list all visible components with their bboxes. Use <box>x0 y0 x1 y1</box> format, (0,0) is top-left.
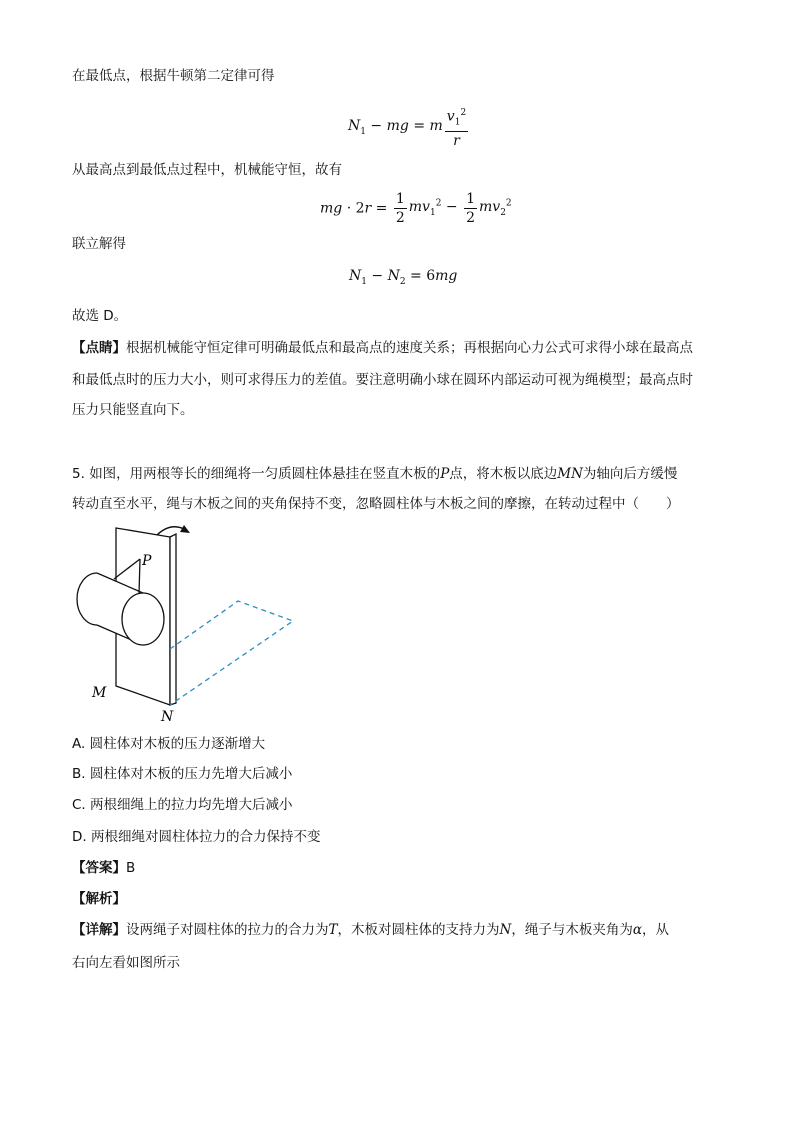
question-line-2: 转动直至水平，绳与木板之间的夹角保持不变，忽略圆柱体与木板之间的摩擦，在转动过程中（ ） <box>72 496 680 512</box>
dianjing-line-1: 【点睛】根据机械能守恒定律可明确最低点和最高点的速度关系；再根据向心力公式可求得小球在最高点 <box>72 340 693 356</box>
analysis-line <box>72 889 126 909</box>
option-d: D. 两根细绳对圆柱体拉力的合力保持不变 <box>72 829 321 845</box>
option-c: C. 两根细绳上的拉力均先增大后减小 <box>72 797 293 813</box>
detail-tag: 【详解】 <box>72 922 126 938</box>
option-b: B. 圆柱体对木板的压力先增大后减小 <box>72 766 293 782</box>
answer-line <box>72 858 135 878</box>
formula-result: $N_1 - N_2 = 6mg$ <box>349 268 458 287</box>
analysis-tag: 【解析】 <box>72 891 126 907</box>
detail-line-1: 【详解】设两绳子对圆柱体的拉力的合力为T，木板对圆柱体的支持力为N，绳子与木板夹角为α，从 <box>72 922 669 938</box>
label-p: P <box>142 553 152 569</box>
label-m: M <box>92 685 107 701</box>
cylinder-back <box>77 573 97 625</box>
dianjing-tag: 【点睛】 <box>72 340 126 356</box>
question-number: 5. <box>72 466 85 482</box>
text-choose-d: 故选 D。 <box>72 308 128 324</box>
label-n: N <box>161 709 174 725</box>
option-a: A. 圆柱体对木板的压力逐渐增大 <box>72 736 266 752</box>
dianjing-line-2: 和最低点时的压力大小，则可求得压力的差值。要注意明确小球在圆环内部运动可视为绳模型；最高点时 <box>72 372 693 388</box>
text-combine-solve: 联立解得 <box>72 236 126 252</box>
text-lowest-point: 在最低点，根据牛顿第二定律可得 <box>72 68 275 84</box>
board-side <box>170 534 176 705</box>
text-energy-conservation: 从最高点到最低点过程中，机械能守恒，故有 <box>72 162 342 178</box>
dashed-plane <box>170 601 293 705</box>
question-figure <box>60 515 310 730</box>
answer-value: B <box>126 860 136 876</box>
formula-newton-second-law: $N_1$ − mg = m $\frac{v_1^2}{r}$ <box>348 104 470 150</box>
rotation-arrow-head <box>180 525 190 533</box>
answer-tag: 【答案】 <box>72 860 126 876</box>
formula-energy-conservation: mg · 2r = $\frac{1}{2}$ $mv_1^2$ − $\frac{1}{2}$ $mv_2^2$ <box>320 191 512 226</box>
detail-line-2: 右向左看如图所示 <box>72 955 180 971</box>
cylinder-front <box>122 593 164 645</box>
question-line-1: 5. 如图，用两根等长的细绳将一匀质圆柱体悬挂在竖直木板的P点，将木板以底边MN为轴向后方缓慢 <box>72 466 678 482</box>
dianjing-line-3: 压力只能竖直向下。 <box>72 402 194 418</box>
